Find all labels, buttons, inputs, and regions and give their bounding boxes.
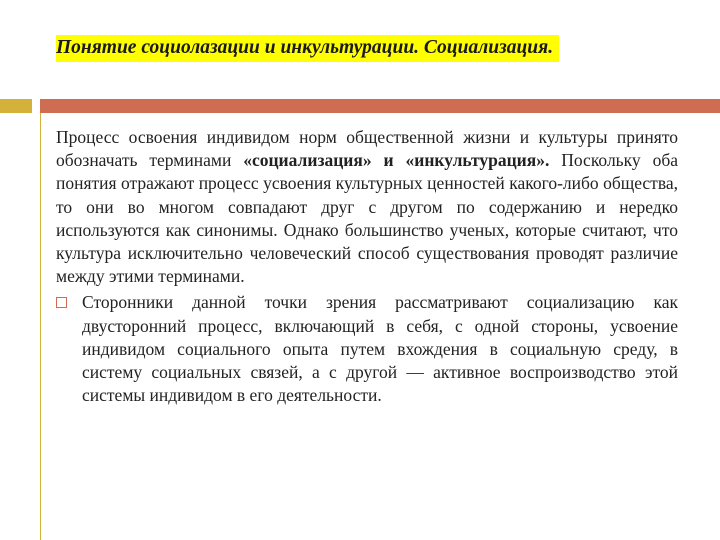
slide-title: Понятие социолазации и инкультурации. Социализация. xyxy=(56,37,554,58)
left-accent-line xyxy=(40,113,41,540)
square-bullet-icon xyxy=(56,297,67,308)
paragraph-text-1: Процесс освоения индивидом норм общественной жизни и культуры принято обозначать терминами xyxy=(56,127,678,171)
slide-body xyxy=(56,126,678,407)
bullet-text: Сторонники данной точки зрения рассматривают социализацию как двусторонний процесс, включающий в себя, с одной стороны, усвоение индивидом социального опыта путем вхождения в социальную среду, в систему социальных связей, а с другой — активное воспроизводство этой системы индивидом в его деятельности. xyxy=(82,292,678,406)
accent-bar-red xyxy=(40,99,720,113)
term-inculturation: «инкультурация». xyxy=(405,150,550,171)
term-and: и xyxy=(371,150,406,171)
bullet-item xyxy=(56,291,678,407)
accent-bar-yellow xyxy=(0,99,32,113)
title-highlight xyxy=(56,35,559,62)
paragraph-text-2: Поскольку оба понятия отражают процесс усвоения культурных ценностей какого-либо общества, то они во многом совпадают друг с другом по содержанию и нередко используются как синонимы. Однако большинство ученых, которые считают, что культура исключительно человеческий способ существования проводят различие между этими терминами. xyxy=(56,150,678,287)
intro-paragraph xyxy=(56,126,678,288)
term-socialization: «социализация» xyxy=(243,150,372,171)
